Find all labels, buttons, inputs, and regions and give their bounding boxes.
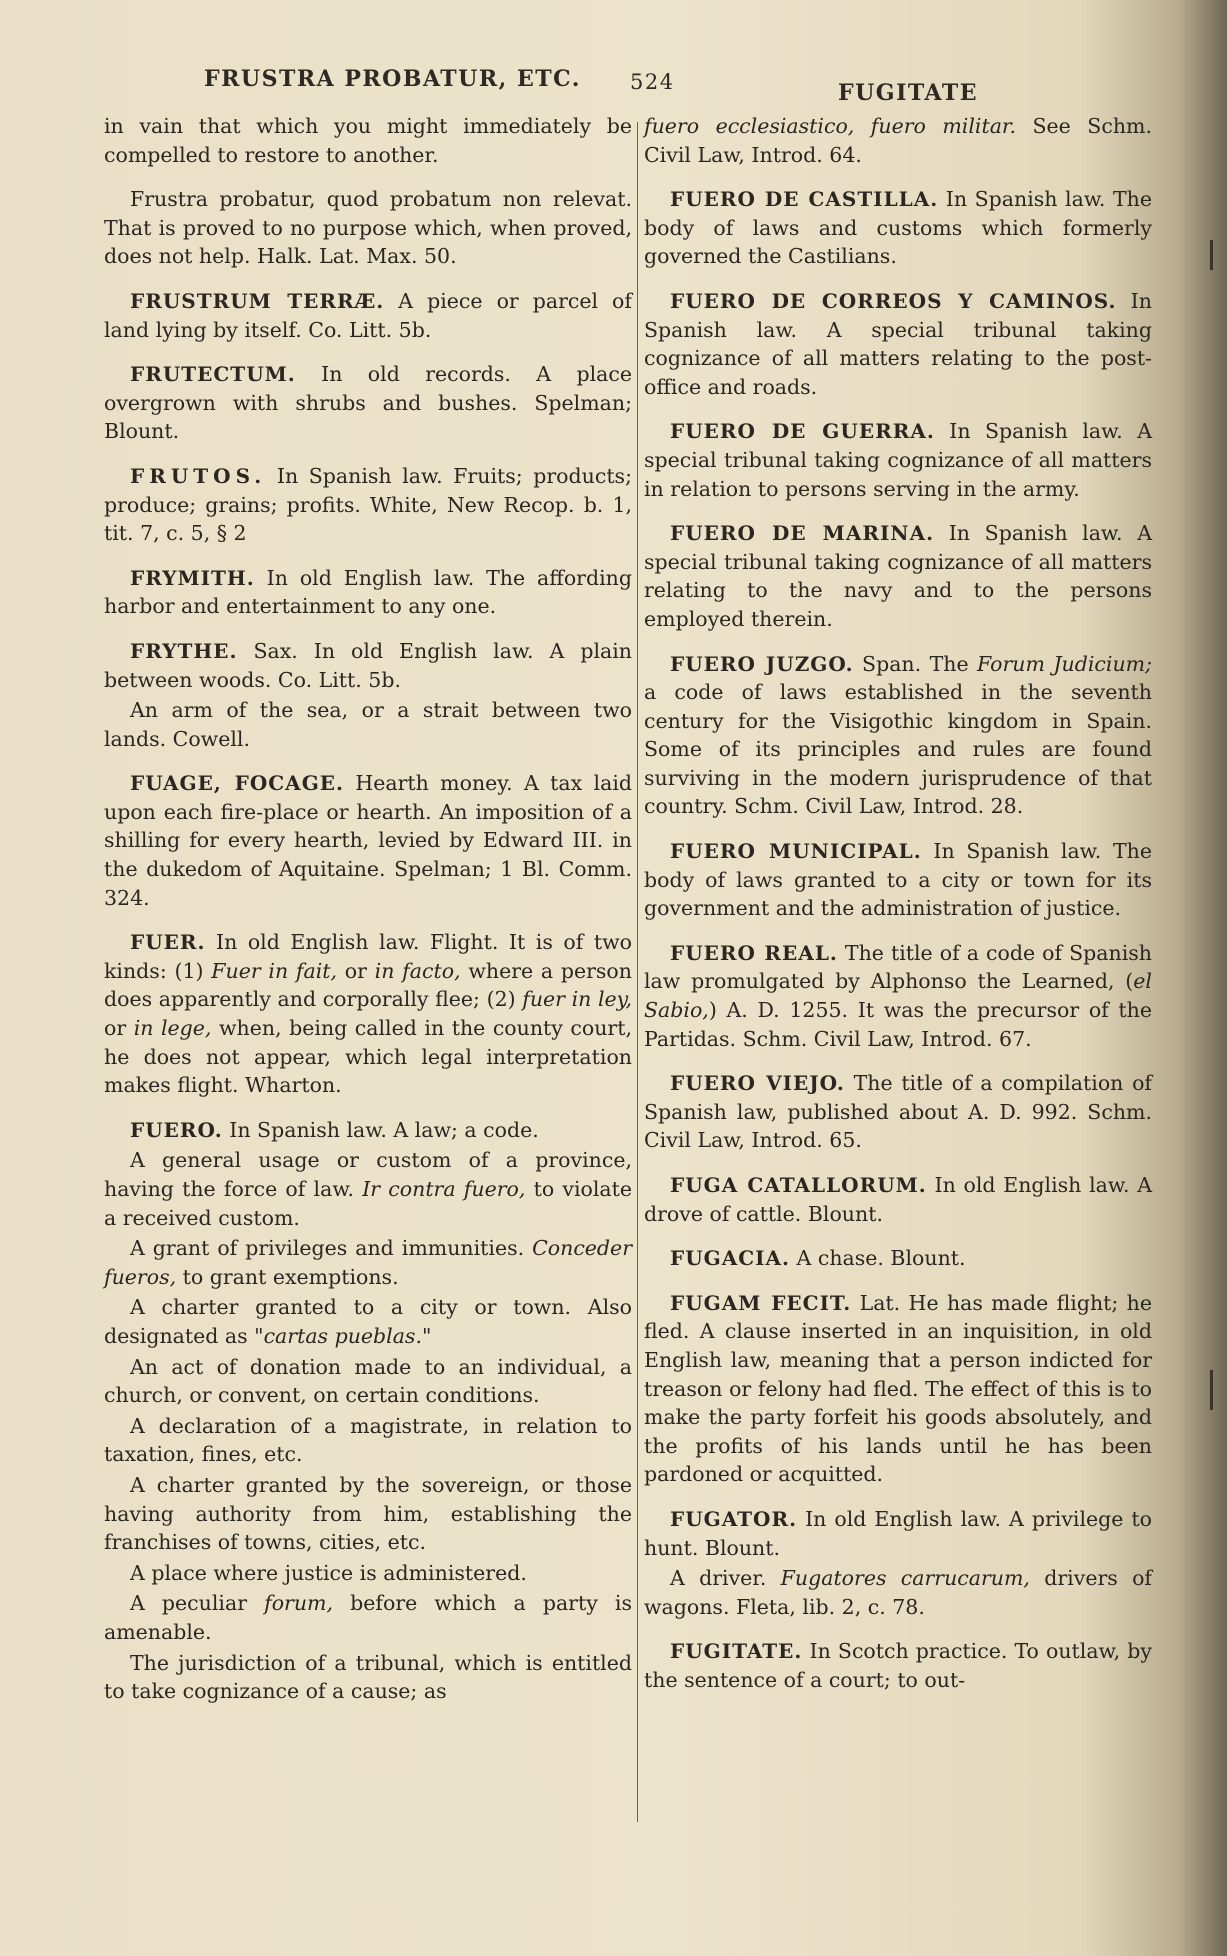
header-right-guideword: FUGITATE: [838, 80, 979, 106]
entry-definition: A piece or parcel of land lying by itself. Co. Litt. 5b.: [104, 288, 632, 342]
entry-definition: That is proved to no purpose which, when proved, does not help. Halk. Lat. Max. 50.: [104, 215, 632, 269]
entry-definition: when, being called in the county court, he does not appear, which legal interpretation makes flight. Wharton.: [104, 1016, 632, 1098]
entry-headword: FUGATOR.: [670, 1506, 798, 1531]
entry-definition: The title of a code of Spanish law promulgated by Alphonso the Learned, (: [644, 940, 1152, 994]
entry-sense: A charter granted by the sovereign, or those having authority from him, establishing the franchises of towns, cities, etc.: [104, 1472, 632, 1555]
sense-text: to grant exemptions.: [176, 1264, 399, 1289]
entry-headword: FUGAM FECIT.: [670, 1290, 852, 1315]
entry-sense: A declaration of a magistrate, in relation to taxation, fines, etc.: [104, 1413, 632, 1467]
dictionary-entry: [644, 417, 1152, 503]
entry-italic-term: in facto,: [374, 958, 461, 983]
entry-italic-term: Conceder fueros,: [104, 1236, 632, 1289]
edge-mark: [1210, 1370, 1213, 1410]
entry-definition: In Scotch practice. To outlaw, by the sentence of a court; to out-: [644, 1639, 1152, 1692]
entry-headword: FUERO DE MARINA.: [670, 521, 935, 546]
entry-sense: An arm of the sea, or a strait between two lands. Cowell.: [104, 698, 632, 751]
dictionary-entry: [644, 650, 1152, 822]
entry-headword: FUER.: [130, 930, 206, 955]
entry-continuation: [644, 112, 1152, 169]
entry-continuation: in vain that which you might immediately be compelled to restore to another.: [104, 114, 632, 167]
dictionary-entry: [644, 287, 1152, 401]
sense-text: A peculiar: [130, 1591, 265, 1616]
entry-definition: In old English law. Flight. It is of two kinds: (1): [104, 930, 632, 983]
entry-italic-term: Forum Judicium;: [977, 651, 1153, 676]
dictionary-entry: [644, 1244, 1152, 1273]
dictionary-entry: [644, 1171, 1152, 1228]
dictionary-entry: [644, 519, 1152, 633]
entry-headword: FUGACIA.: [670, 1246, 790, 1271]
entry-headword: FUGA CATALLORUM.: [670, 1173, 927, 1197]
entry-sense: [104, 1293, 632, 1350]
entry-definition: In Spanish law. Fruits; products; produce; grains; profits. White, New Recop. b. 1, tit. 7, c. 5, § 2: [104, 463, 632, 546]
entry-definition: In old English law. The affording harbor and entertainment to any one.: [104, 565, 632, 619]
entry-definition: Lat. He has made flight; he fled. A clause inserted in an inquisition, in old English law, meaning that a person indicted for treason or felony had fled. The effect of this is to make the party forfeit his goods absolutely, and the profits of his lands until he has been pardoned or acquitted.: [644, 1290, 1153, 1487]
entry-italic-term: Fuer in fait,: [211, 958, 338, 983]
entry-headword: FUERO.: [130, 1117, 223, 1142]
entry-definition: where a person does apparently and corporally flee; (2): [104, 958, 632, 1012]
entry-definition: In Spanish law. A special tribunal taking cognizance of all matters in relation to persons serving in the army.: [644, 419, 1153, 501]
entry-definition: The title of a compilation of Spanish law, published about A. D. 992. Schm. Civil Law, Introd. 65.: [644, 1071, 1153, 1153]
sense-text: A charter granted to a city or town. Also designated as ": [104, 1295, 632, 1348]
entry-definition: In Spanish law. A special tribunal taking cognizance of all matters relating to the navy and to the persons employed therein.: [644, 521, 1152, 631]
sense-text: drivers of wagons. Fleta, lib. 2, c. 78.: [644, 1566, 1152, 1619]
entry-headword: FUAGE, FOCAGE.: [130, 771, 344, 796]
entry-headword: FUERO DE GUERRA.: [670, 419, 935, 444]
entry-headword: FUGITATE.: [670, 1639, 803, 1664]
entry-italic-term: fuero ecclesiastico, fuero militar.: [644, 114, 1016, 138]
entry-italic-term: Ir contra fuero,: [362, 1177, 526, 1201]
entry-sense: [644, 1564, 1152, 1621]
entry-sense: An act of donation made to an individual, a church, or convent, on certain conditions.: [104, 1354, 632, 1408]
entry-definition: or: [104, 1016, 134, 1041]
entry-headword: Frustra probatur, quod probatum non relevat.: [130, 187, 632, 212]
entry-headword: FUERO VIEJO.: [670, 1071, 845, 1096]
dictionary-entry: [104, 564, 632, 621]
entry-definition: a code of laws established in the seventh century for the Visigothic kingdom in Spain. Some of its principles and rules are found surviving in the modern jurisprudence of that country. Schm. Civil Law, Introd. 28.: [644, 680, 1152, 819]
entry-sense: [104, 1146, 632, 1232]
sense-text: to violate a received custom.: [104, 1177, 632, 1230]
entry-headword: FUERO REAL.: [670, 940, 838, 965]
page-number: 524: [630, 70, 675, 94]
entry-headword: FRYTHE.: [130, 638, 238, 663]
entry-definition: In old records. A place overgrown with shrubs and bushes. Spelman; Blount.: [104, 362, 632, 444]
entry-sense: The jurisdiction of a tribunal, which is entitled to take cognizance of a cause; as: [104, 1650, 632, 1704]
sense-text: A grant of privileges and immunities.: [130, 1236, 533, 1261]
left-column: [104, 112, 632, 1708]
entry-headword: FUERO DE CORREOS Y CAMINOS.: [670, 288, 1117, 313]
dictionary-entry: [104, 1116, 632, 1145]
entry-definition: In old English law. A drove of cattle. Blount.: [644, 1173, 1152, 1226]
entry-definition: In Spanish law. The body of laws granted to a city or town for its government and the administration of justice.: [644, 839, 1153, 921]
entry-headword: FRUTOS.: [130, 463, 267, 488]
entry-definition: In Spanish law. A special tribunal taking cognizance of all matters relating to the post-office and roads.: [644, 288, 1152, 399]
entry-italic-term: fuer in ley,: [522, 987, 633, 1012]
dictionary-entry: [104, 185, 632, 271]
entry-definition: In Spanish law. The body of laws and customs which formerly governed the Castilians.: [644, 187, 1153, 269]
right-column: [644, 112, 1152, 1711]
entry-headword: FUERO JUZGO.: [670, 651, 854, 676]
entry-definition: Sax. In old English law. A plain between woods. Co. Litt. 5b.: [104, 638, 632, 692]
column-divider: [637, 122, 638, 1822]
entry-headword: FUERO DE CASTILLA.: [670, 187, 939, 212]
entry-italic-term: Fugatores carrucarum,: [780, 1566, 1030, 1591]
sense-text: before which a party is amenable.: [104, 1591, 632, 1644]
dictionary-entry: [104, 769, 632, 912]
sense-text: A general usage or custom of a province, having the force of law.: [104, 1148, 632, 1201]
entry-italic-term: in lege,: [133, 1016, 212, 1041]
dictionary-entry: [644, 1505, 1152, 1562]
entry-definition: A chase. Blount.: [790, 1246, 966, 1271]
sense-text: A driver.: [670, 1566, 781, 1591]
dictionary-entry: [644, 837, 1152, 923]
entry-headword: FRUTECTUM.: [130, 362, 296, 387]
entry-sense: [104, 1589, 632, 1646]
entry-definition: In old English law. A privilege to hunt. Blount.: [644, 1506, 1152, 1560]
dictionary-entry: [104, 287, 632, 344]
entry-definition: Hearth money. A tax laid upon each fire-place or hearth. An imposition of a shilling for every hearth, levied by Edward III. in the dukedom of Aquitaine. Spelman; 1 Bl. Comm. 324.: [104, 771, 633, 910]
entry-italic-term: forum,: [264, 1591, 334, 1616]
entry-definition: In Spanish law. A law; a code.: [222, 1117, 539, 1142]
entry-headword: FRYMITH.: [130, 565, 255, 590]
entry-definition: Span. The: [853, 651, 978, 676]
dictionary-entry: [644, 1637, 1152, 1694]
dictionary-entry: [104, 360, 632, 446]
running-header: [0, 66, 1227, 106]
entry-italic-term: cartas pueblas.: [263, 1323, 422, 1348]
entry-headword: FUERO MUNICIPAL.: [670, 839, 922, 864]
dictionary-entry: [644, 1289, 1152, 1489]
entry-definition: ) A. D. 1255. It was the precursor of the Partidas. Schm. Civil Law, Introd. 67.: [644, 998, 1152, 1051]
dictionary-entry: [104, 637, 632, 694]
dictionary-entry: [104, 462, 632, 548]
entry-sense: A place where justice is administered.: [130, 1560, 527, 1585]
dictionary-entry: [644, 185, 1152, 271]
entry-sense: [104, 1234, 632, 1291]
edge-mark: [1210, 240, 1213, 270]
dictionary-entry: [104, 928, 632, 1100]
dictionary-entry: [644, 1069, 1152, 1155]
entry-definition: or: [337, 958, 375, 983]
entry-italic-term: el Sabio,: [644, 969, 1152, 1023]
entry-definition: See Schm. Civil Law, Introd. 64.: [644, 114, 1152, 167]
entry-headword: FRUSTRUM TERRÆ.: [130, 288, 385, 313]
dictionary-entry: [644, 939, 1152, 1053]
header-left-guideword: FRUSTRA PROBATUR, ETC.: [204, 66, 581, 92]
sense-text: ": [421, 1323, 432, 1348]
